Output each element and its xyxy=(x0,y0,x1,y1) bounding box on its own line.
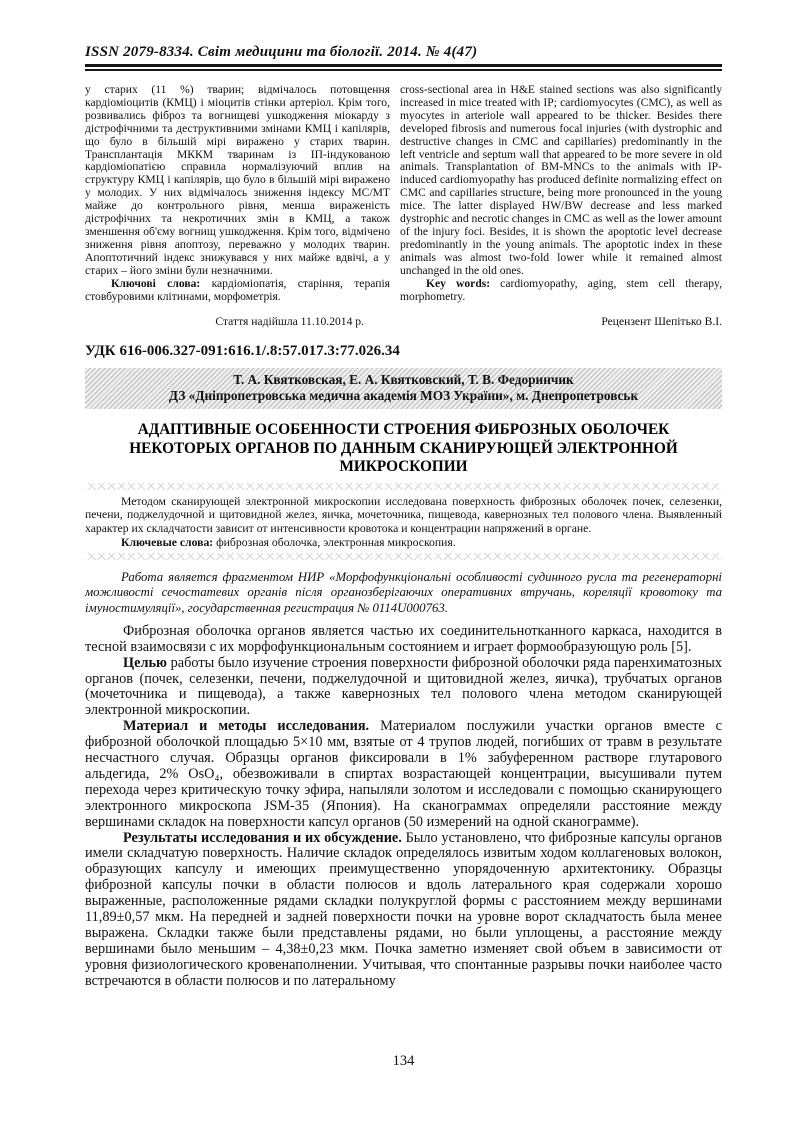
received-date: Стаття надійшла 11.10.2014 р. xyxy=(215,315,364,329)
keywords-text-en: cardiomyopathy, aging, stem cell therapy, morphometry. xyxy=(400,276,723,303)
nir-note-text: Работа является фрагментом НИР «Морфофункціональні особливості судинного русла та регенераторні можливості сечостатевих органів після органозберігаючих оперативних втручань, кореляції кровотоку та імуностимуляції», государственная регистрация № 0114U000763. xyxy=(85,570,722,615)
keywords-text-ru: фиброзная оболочка, электронная микроскопия. xyxy=(213,535,456,549)
article-title: АДАПТИВНЫЕ ОСОБЕННОСТИ СТРОЕНИЯ ФИБРОЗНЫХ ОБОЛОЧЕК НЕКОТОРЫХ ОРГАНОВ ПО ДАННЫМ СКАНИРУЮЩЕЙ ЭЛЕКТРОННОЙ МИКРОСКОПИИ xyxy=(129,421,678,476)
abstract-column-english xyxy=(400,84,722,329)
body-paragraph-4: Результаты исследования и их обсуждение. Было установлено, что фиброзные капсулы органов имели складчатую поверхность. Наличие складок определялось извитым ходом коллагеновых волокон, образующих капсулу и имеющих преимущественно упорядоченную архитектонику. Образцы фиброзной капсулы почки в области полюсов и вдоль латерального края содержали хорошо выраженные, расположенные рядами складки полукруглой формы с расстоянием между вершинами 11,89±0,57 мкм. На передней и задней поверхности почки на уровне ворот складчатость была менее выражена. Складки также были представлены рядами, но были уплощены, а расстояние между вершинами было меньшим – 4,38±0,23 мкм. Почка заметно изменяет свой объем в зависимости от уровня физиологического кровенаполнении. Учитывая, что спонтанные разрывы почки наиболее часто встречаются в области полюсов и по латеральному xyxy=(85,829,722,989)
zigzag-divider-top xyxy=(85,483,722,490)
previous-article-abstracts xyxy=(85,84,722,329)
abstract-en-keywords xyxy=(400,278,722,304)
keywords-label-ru: Ключевые слова: xyxy=(121,535,214,549)
abstract-en-body: cross-sectional area in H&E stained sections was also significantly increased in mice treated with IP; cardiomyocytes (CMC), as well as myocytes in arteriole wall appeared to be thicker. Besides there developed fibrosis and numerous focal injuries (with dystrophic and destructive changes in CMC and capillaries) predominantly in the left ventricle and septum wall that appeared to be more severe in old animals. Transplantation of BM-MNCs to the animals with IP-induced cardiomyopathy has produced definite normalizing effect on CMC and capillaries structure, being more pronounced in the young mice. The latter displayed HW/BW decrease and less marked dystrophic and necrotic changes in CMC as well as the lower amount of the injury foci. Besides, it is shown the apoptotic level decrease predominantly in the young animals. The apoptotic index in these animals was almost two-fold lower while it remained almost unchanged in the old ones. xyxy=(400,83,722,277)
nir-note xyxy=(85,570,722,616)
keywords-label-uk: Ключові слова: xyxy=(111,276,201,290)
abstract-column-ukrainian xyxy=(85,84,390,329)
article-body xyxy=(85,624,722,990)
affiliation: ДЗ «Дніпропетровська медична академія МОЗ України», м. Днепропетровськ xyxy=(168,388,639,404)
abstract-uk-keywords xyxy=(85,278,390,304)
journal-header: ISSN 2079-8334. Світ медицини та біології. 2014. № 4(47) xyxy=(85,44,478,60)
paragraph-lead-results: Результаты исследования и их обсуждение. xyxy=(123,829,402,846)
page-number: 134 xyxy=(392,1053,415,1069)
reviewer-name: Рецензент Шепітько В.І. xyxy=(601,315,722,329)
paragraph-lead-aim: Целью xyxy=(123,654,167,671)
keywords-label-en: Key words: xyxy=(426,276,491,290)
udc-code: УДК 616-006.327-091:616.1/.8:57.017.3:77.026.34 xyxy=(85,343,400,360)
abstract-ru-keywords xyxy=(85,536,722,550)
authors-names: Т. А. Квятковская, Е. А. Квятковский, Т. В. Федоринчик xyxy=(233,372,574,388)
abstract-ru-body: Методом сканирующей электронной микроскопии исследована поверхность фиброзных оболочек почек, селезенки, печени, поджелудочной и щитовидной желез, яичка, мочеточника, пищевода, кавернозных тел полового члена. Выявленный характер их складчатости зависит от интенсивности кровотока и концентрации напряжений в органе. xyxy=(85,494,722,535)
keywords-text-uk: кардіоміопатія, старіння, терапія стовбуровими клітинами, морфометрія. xyxy=(85,276,390,303)
body-paragraph-2: Целью работы было изучение строения поверхности фиброзной оболочки ряда паренхиматозных органов (почек, селезенки, печени, поджелудочной и щитовидной желез, яичка), трубчатых органов (мочеточника и пищевода), а также кавернозных тел полового члена методом сканирующей электронной микроскопии. xyxy=(85,654,722,719)
abstract-uk-body: у старих (11 %) тварин; відмічалось потовщення кардіоміоцитів (КМЦ) і міоцитів стінки артеріол. Крім того, розвивались фіброз та вогнищеві ушкодження міокарду з дістрофічними та деструктивними змінами КМЦ і капілярів, що було в більшій мірі виражено у старих тварин. Трансплантація МККМ тваринам із ІП-індукованою кардіоміопатією справила нормалізуючий вплив на структуру КМЦ і капілярів, що було в більшій мірі виражено у молодих. У них відмічалось зниження індексу МС/МТ майже до контрольного рівня, менша вираженість дістрофічних та некротичних змін в КМЦ, а також зменшення об'єму вогнищ ушкодження. Крім того, відмічено зниження рівня апоптозу, переважно у молодих тварин. Апоптотичний індекс знижувався у них майже вдвічі, а у старих – його зміни були незначними. xyxy=(85,83,390,277)
body-paragraph-1: Фиброзная оболочка органов является частью их соединительнотканного каркаса, находится в тесной взаимосвязи с их морфофункциональным состоянием и играет формообразующую роль [5]. xyxy=(85,622,722,655)
header-rule xyxy=(85,64,722,71)
paragraph-lead-methods: Материал и методы исследования. xyxy=(123,718,370,735)
abstract-russian xyxy=(85,495,722,549)
zigzag-divider-bottom xyxy=(85,553,722,560)
body-paragraph-3: Материал и методы исследования. Материалом послужили участки органов вместе с фиброзной оболочкой площадью 5×10 мм, взятые от 4 трупов людей, погибших от травм в результате несчастного случая. Образцы органов фиксировали в 1% забуференном растворе глутарового альдегида, 2% OsO₄, обезвоживали в спиртах возрастающей концентрации, высушивали путем перехода через критическую точку эфира, напыляли золотом и исследовали с помощью сканирующего электронного микроскопа JSM-35 (Япония). На сканограммах определяли расстояние между вершинами складок на поверхности капсул органов (50 измерений на одной сканограмме). xyxy=(85,718,723,830)
authors-banner xyxy=(85,368,722,409)
